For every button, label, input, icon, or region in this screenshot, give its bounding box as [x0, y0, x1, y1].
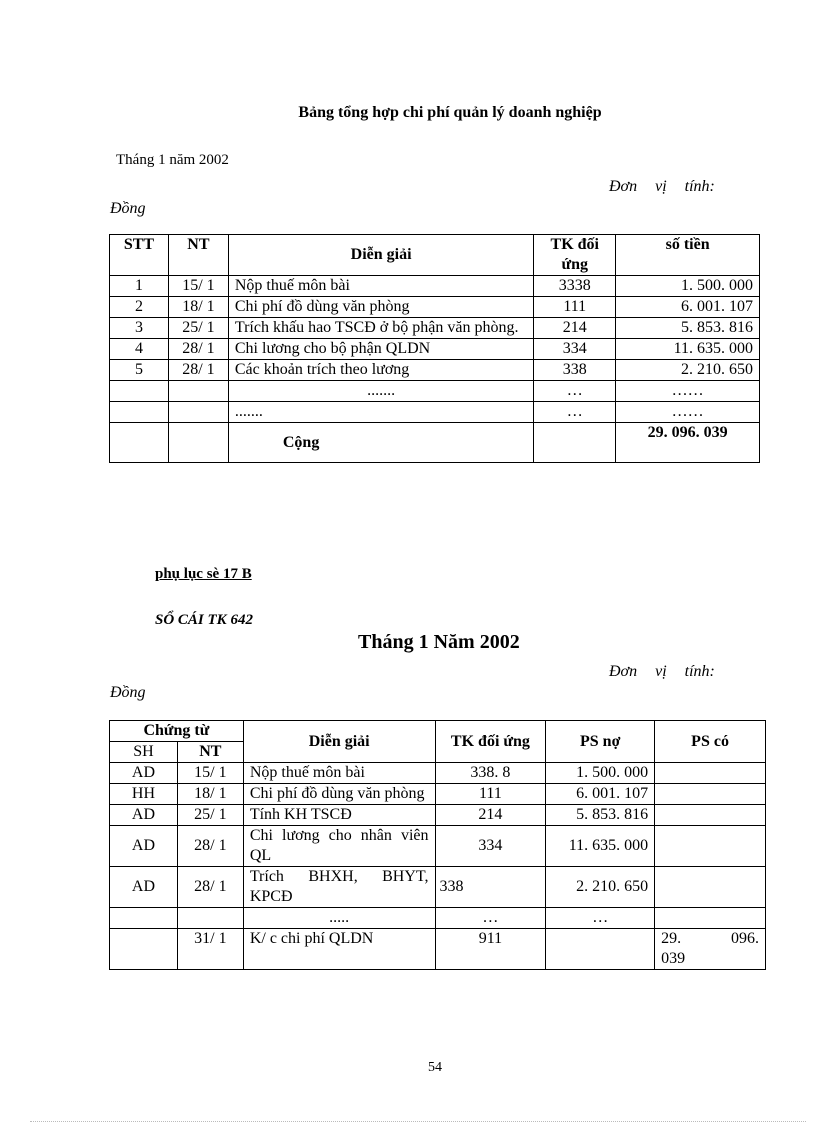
row-description: Chi lương cho nhân viên QL: [243, 826, 435, 867]
row-account: …: [534, 381, 616, 402]
row-date: 28/ 1: [177, 826, 243, 867]
appendix-label: phụ lục sè 17 B: [155, 566, 252, 582]
summary-month: Tháng 1 năm 2002: [116, 152, 229, 168]
row-debit: 6. 001. 107: [546, 784, 655, 805]
row-credit: [655, 784, 766, 805]
row-account: 911: [435, 929, 546, 970]
row-amount: 5. 853. 816: [616, 318, 760, 339]
empty-cell: [110, 381, 169, 402]
ledger-unit-label: Đơn vị tính:: [609, 663, 715, 680]
row-date: 25/ 1: [168, 318, 228, 339]
row-account: 338: [435, 867, 546, 908]
table-row: [110, 763, 766, 784]
table-row: [110, 318, 760, 339]
row-amount: 1. 500. 000: [616, 276, 760, 297]
page-number: 54: [428, 1060, 442, 1075]
row-debit: 11. 635. 000: [546, 826, 655, 867]
empty-cell: [110, 423, 169, 463]
row-account: …: [435, 908, 546, 929]
row-stt: 3: [110, 318, 169, 339]
row-date: 15/ 1: [168, 276, 228, 297]
row-amount: 11. 635. 000: [616, 339, 760, 360]
row-description: K/ c chi phí QLDN: [243, 929, 435, 970]
row-description: .......: [228, 381, 533, 402]
row-stt: 2: [110, 297, 169, 318]
row-description: Các khoản trích theo lương: [228, 360, 533, 381]
ledger-unit-value: Đồng: [110, 684, 146, 701]
row-description: Chi phí đồ dùng văn phòng: [243, 784, 435, 805]
empty-cell: [110, 402, 169, 423]
row-sh: HH: [110, 784, 178, 805]
header-account: TK đối ứng: [435, 721, 546, 763]
table-row: [110, 867, 766, 908]
summary-title: Bảng tổng hợp chi phí quản lý doanh nghiệp: [298, 104, 602, 121]
empty-cell: [534, 423, 616, 463]
table-row-ellipsis: [110, 402, 760, 423]
table-row: [110, 276, 760, 297]
row-account: 214: [435, 805, 546, 826]
row-stt: 1: [110, 276, 169, 297]
row-date: 28/ 1: [168, 339, 228, 360]
row-description: Nộp thuế môn bài: [243, 763, 435, 784]
row-account: 214: [534, 318, 616, 339]
row-date: 15/ 1: [177, 763, 243, 784]
header-credit: PS có: [655, 721, 766, 763]
row-account: 3338: [534, 276, 616, 297]
row-date: 18/ 1: [177, 784, 243, 805]
summary-unit-label: Đơn vị tính:: [609, 178, 715, 195]
row-account: 111: [534, 297, 616, 318]
row-date: 28/ 1: [177, 867, 243, 908]
row-description: .....: [243, 908, 435, 929]
row-description: .......: [228, 402, 533, 423]
empty-cell: [168, 402, 228, 423]
header-description: Diễn giải: [228, 235, 533, 276]
row-debit: 2. 210. 650: [546, 867, 655, 908]
total-amount: 29. 096. 039: [616, 423, 760, 463]
summary-table: [109, 234, 760, 463]
row-amount: 2. 210. 650: [616, 360, 760, 381]
row-debit: 5. 853. 816: [546, 805, 655, 826]
row-amount: ……: [616, 402, 760, 423]
row-description: Chi phí đồ dùng văn phòng: [228, 297, 533, 318]
empty-cell: [168, 381, 228, 402]
row-amount: ……: [616, 381, 760, 402]
row-amount: 6. 001. 107: [616, 297, 760, 318]
row-account: …: [534, 402, 616, 423]
row-stt: 5: [110, 360, 169, 381]
header-debit: PS nợ: [546, 721, 655, 763]
table-row: [110, 297, 760, 318]
row-sh: AD: [110, 867, 178, 908]
table-row-ellipsis: [110, 908, 766, 929]
row-description: Trích khấu hao TSCĐ ở bộ phận văn phòng.: [228, 318, 533, 339]
header-nt: NT: [168, 235, 228, 276]
summary-header-row: [110, 235, 760, 276]
summary-unit-value: Đồng: [110, 200, 146, 217]
header-voucher: Chứng từ: [110, 721, 244, 742]
row-credit: 29. 096. 039: [655, 929, 766, 970]
table-row: [110, 784, 766, 805]
header-amount: số tiền: [616, 235, 760, 276]
row-description: Nộp thuế môn bài: [228, 276, 533, 297]
row-description: Chi lương cho bộ phận QLDN: [228, 339, 533, 360]
total-label: Cộng: [228, 423, 533, 463]
row-account: 338: [534, 360, 616, 381]
row-account: 338. 8: [435, 763, 546, 784]
table-row: [110, 826, 766, 867]
row-account: 334: [435, 826, 546, 867]
row-debit: …: [546, 908, 655, 929]
row-stt: 4: [110, 339, 169, 360]
ledger-title: Tháng 1 Năm 2002: [358, 631, 520, 653]
row-debit: 1. 500. 000: [546, 763, 655, 784]
empty-cell: [110, 929, 178, 970]
row-date: 25/ 1: [177, 805, 243, 826]
header-nt: NT: [177, 742, 243, 763]
closing-row: [110, 929, 766, 970]
table-row: [110, 805, 766, 826]
header-stt: STT: [110, 235, 169, 276]
table-row-ellipsis: [110, 381, 760, 402]
empty-cell: [168, 423, 228, 463]
row-sh: AD: [110, 826, 178, 867]
table-row: [110, 360, 760, 381]
row-date: 28/ 1: [168, 360, 228, 381]
row-description: Tính KH TSCĐ: [243, 805, 435, 826]
row-account: 111: [435, 784, 546, 805]
ledger-label: SỔ CÁI TK 642: [155, 612, 253, 628]
row-description: Trích BHXH, BHYT, KPCĐ: [243, 867, 435, 908]
ledger-header-row: [110, 721, 766, 742]
header-account: TK đối ứng: [534, 235, 616, 276]
row-sh: AD: [110, 763, 178, 784]
header-description: Diễn giải: [243, 721, 435, 763]
header-sh: SH: [110, 742, 178, 763]
row-date: 31/ 1: [177, 929, 243, 970]
page-footer-divider: [30, 1121, 806, 1122]
ledger-table: [109, 720, 766, 970]
row-credit: [655, 805, 766, 826]
row-credit: [655, 826, 766, 867]
table-row: [110, 339, 760, 360]
row-sh: AD: [110, 805, 178, 826]
row-account: 334: [534, 339, 616, 360]
empty-cell: [655, 908, 766, 929]
total-row: [110, 423, 760, 463]
empty-cell: [177, 908, 243, 929]
row-credit: [655, 867, 766, 908]
empty-cell: [110, 908, 178, 929]
row-date: 18/ 1: [168, 297, 228, 318]
empty-cell: [546, 929, 655, 970]
row-credit: [655, 763, 766, 784]
